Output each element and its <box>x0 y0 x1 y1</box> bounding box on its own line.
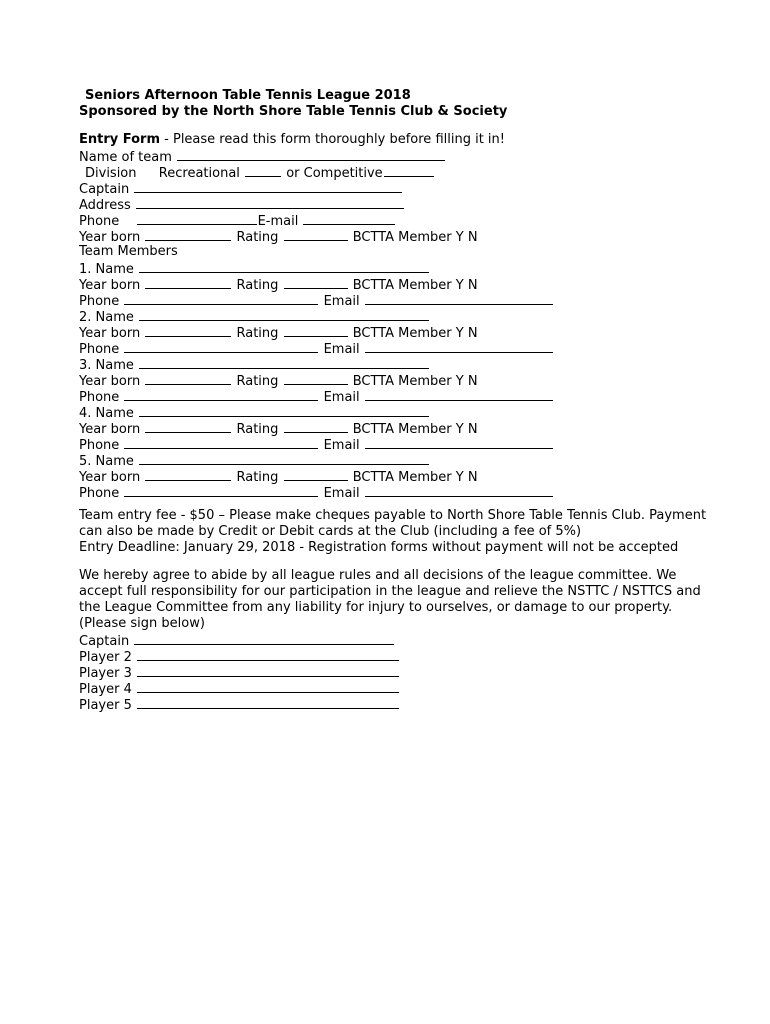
member-number: 5. <box>79 454 92 469</box>
phone-label: Phone <box>79 486 120 501</box>
captain-email-field[interactable] <box>303 212 395 225</box>
team-name-field[interactable] <box>177 148 445 161</box>
team-name-label: Name of team <box>79 150 172 165</box>
entry-fee-paragraph: Team entry fee - $50 – Please make cheques payable to North Shore Table Tennis Club. Payment can also be made by Credit or Debit cards at the Club (including a fee of 5%) <box>79 508 707 539</box>
division-row <box>79 164 719 180</box>
member-name-field[interactable] <box>139 260 429 273</box>
bctta-member-label: BCTTA Member Y N <box>352 326 478 341</box>
member-phone-field[interactable] <box>124 484 318 497</box>
member-phone-field[interactable] <box>124 436 318 449</box>
member-email-field[interactable] <box>365 388 553 401</box>
signature-field[interactable] <box>137 680 399 693</box>
member-name-row <box>79 356 719 372</box>
signature-row <box>79 696 719 712</box>
signature-label: Player 3 <box>79 666 132 681</box>
member-number: 1. <box>79 262 92 277</box>
signature-row <box>79 648 719 664</box>
member-phone-row <box>79 388 719 404</box>
member-year-born-field[interactable] <box>145 324 231 337</box>
email-label: Email <box>323 486 360 501</box>
signature-row <box>79 680 719 696</box>
member-year-born-field[interactable] <box>145 420 231 433</box>
member-rating-field[interactable] <box>284 468 348 481</box>
captain-year-born-field[interactable] <box>145 228 231 241</box>
signature-list <box>79 632 719 712</box>
year-born-label: Year born <box>79 470 141 485</box>
member-phone-row <box>79 340 719 356</box>
address-field[interactable] <box>136 196 404 209</box>
signature-field[interactable] <box>137 696 399 709</box>
captain-row <box>79 180 719 196</box>
member-name-field[interactable] <box>139 356 429 369</box>
rating-label: Rating <box>236 278 279 293</box>
member-phone-field[interactable] <box>124 388 318 401</box>
signature-field[interactable] <box>137 648 399 661</box>
member-name-row <box>79 404 719 420</box>
bctta-member-label: BCTTA Member Y N <box>352 278 478 293</box>
captain-yearborn-row <box>79 228 719 244</box>
member-rating-field[interactable] <box>284 276 348 289</box>
signature-row <box>79 632 719 648</box>
team-member-block <box>79 356 719 404</box>
member-yearborn-row <box>79 276 719 292</box>
entry-form-heading <box>79 132 719 148</box>
captain-label: Captain <box>79 182 130 197</box>
member-phone-row <box>79 292 719 308</box>
signature-label: Player 2 <box>79 650 132 665</box>
member-email-field[interactable] <box>365 484 553 497</box>
member-rating-field[interactable] <box>284 420 348 433</box>
captain-phone-row <box>79 212 719 228</box>
member-name-label: Name <box>95 406 134 421</box>
member-number: 3. <box>79 358 92 373</box>
email-label: Email <box>323 342 360 357</box>
division-label: Division <box>85 166 137 181</box>
member-name-field[interactable] <box>139 308 429 321</box>
signature-label: Captain <box>79 634 130 649</box>
member-phone-row <box>79 436 719 452</box>
member-email-field[interactable] <box>365 340 553 353</box>
rating-label: Rating <box>236 326 279 341</box>
member-name-label: Name <box>95 358 134 373</box>
competitive-label: or Competitive <box>286 166 383 181</box>
signature-row <box>79 664 719 680</box>
recreational-field[interactable] <box>245 164 281 177</box>
member-yearborn-row <box>79 372 719 388</box>
team-members-list <box>79 260 719 500</box>
member-name-row <box>79 452 719 468</box>
captain-phone-field[interactable] <box>137 212 257 225</box>
team-name-row <box>79 148 719 164</box>
entry-form-label: Entry Form <box>79 132 161 147</box>
member-name-label: Name <box>95 310 134 325</box>
signature-field[interactable] <box>134 632 394 645</box>
sponsor-line: Sponsored by the North Shore Table Tennis Club & Society <box>79 104 508 119</box>
member-phone-field[interactable] <box>124 340 318 353</box>
captain-rating-field[interactable] <box>284 228 348 241</box>
phone-label: Phone <box>79 342 120 357</box>
member-phone-field[interactable] <box>124 292 318 305</box>
member-rating-field[interactable] <box>284 324 348 337</box>
member-name-label: Name <box>95 262 134 277</box>
entry-form-page <box>79 88 719 712</box>
email-label: Email <box>323 294 360 309</box>
competitive-field[interactable] <box>384 164 434 177</box>
phone-label: Phone <box>79 214 120 229</box>
year-born-label: Year born <box>79 374 141 389</box>
email-label: Email <box>323 438 360 453</box>
member-email-field[interactable] <box>365 292 553 305</box>
entry-form-note: - Please read this form thoroughly before filling it in! <box>164 132 505 147</box>
member-name-field[interactable] <box>139 404 429 417</box>
year-born-label: Year born <box>79 278 141 293</box>
team-member-block <box>79 452 719 500</box>
phone-label: Phone <box>79 294 120 309</box>
entry-deadline: Entry Deadline: January 29, 2018 - Registration forms without payment will not be accepted <box>79 540 679 555</box>
form-title: Seniors Afternoon Table Tennis League 2018 <box>85 88 411 103</box>
member-yearborn-row <box>79 468 719 484</box>
team-member-block <box>79 260 719 308</box>
member-name-field[interactable] <box>139 452 429 465</box>
team-member-block <box>79 308 719 356</box>
year-born-label: Year born <box>79 326 141 341</box>
member-name-row <box>79 308 719 324</box>
signature-field[interactable] <box>137 664 399 677</box>
year-born-label: Year born <box>79 230 141 245</box>
member-name-row <box>79 260 719 276</box>
member-email-field[interactable] <box>365 436 553 449</box>
agreement-paragraph: We hereby agree to abide by all league rules and all decisions of the league committee. We accept full responsibility for our participation in the league and relieve the NSTTC / NSTTCS and the League Committee from any liability for injury to ourselves, or damage to our property. (Please sign below) <box>79 568 701 631</box>
address-label: Address <box>79 198 131 213</box>
member-number: 2. <box>79 310 92 325</box>
bctta-member-label: BCTTA Member Y N <box>352 374 478 389</box>
team-members-heading: Team Members <box>79 244 178 259</box>
bctta-member-label: BCTTA Member Y N <box>352 230 478 245</box>
member-phone-row <box>79 484 719 500</box>
bctta-member-label: BCTTA Member Y N <box>352 422 478 437</box>
phone-label: Phone <box>79 390 120 405</box>
member-year-born-field[interactable] <box>145 468 231 481</box>
captain-field[interactable] <box>134 180 402 193</box>
member-name-label: Name <box>95 454 134 469</box>
member-yearborn-row <box>79 324 719 340</box>
address-row <box>79 196 719 212</box>
member-year-born-field[interactable] <box>145 372 231 385</box>
email-label: E-mail <box>257 214 299 229</box>
member-yearborn-row <box>79 420 719 436</box>
member-year-born-field[interactable] <box>145 276 231 289</box>
team-member-block <box>79 404 719 452</box>
bctta-member-label: BCTTA Member Y N <box>352 470 478 485</box>
rating-label: Rating <box>236 470 279 485</box>
recreational-label: Recreational <box>158 166 240 181</box>
rating-label: Rating <box>236 422 279 437</box>
member-rating-field[interactable] <box>284 372 348 385</box>
rating-label: Rating <box>236 374 279 389</box>
rating-label: Rating <box>236 230 279 245</box>
signature-label: Player 5 <box>79 698 132 713</box>
member-number: 4. <box>79 406 92 421</box>
year-born-label: Year born <box>79 422 141 437</box>
email-label: Email <box>323 390 360 405</box>
phone-label: Phone <box>79 438 120 453</box>
signature-label: Player 4 <box>79 682 132 697</box>
